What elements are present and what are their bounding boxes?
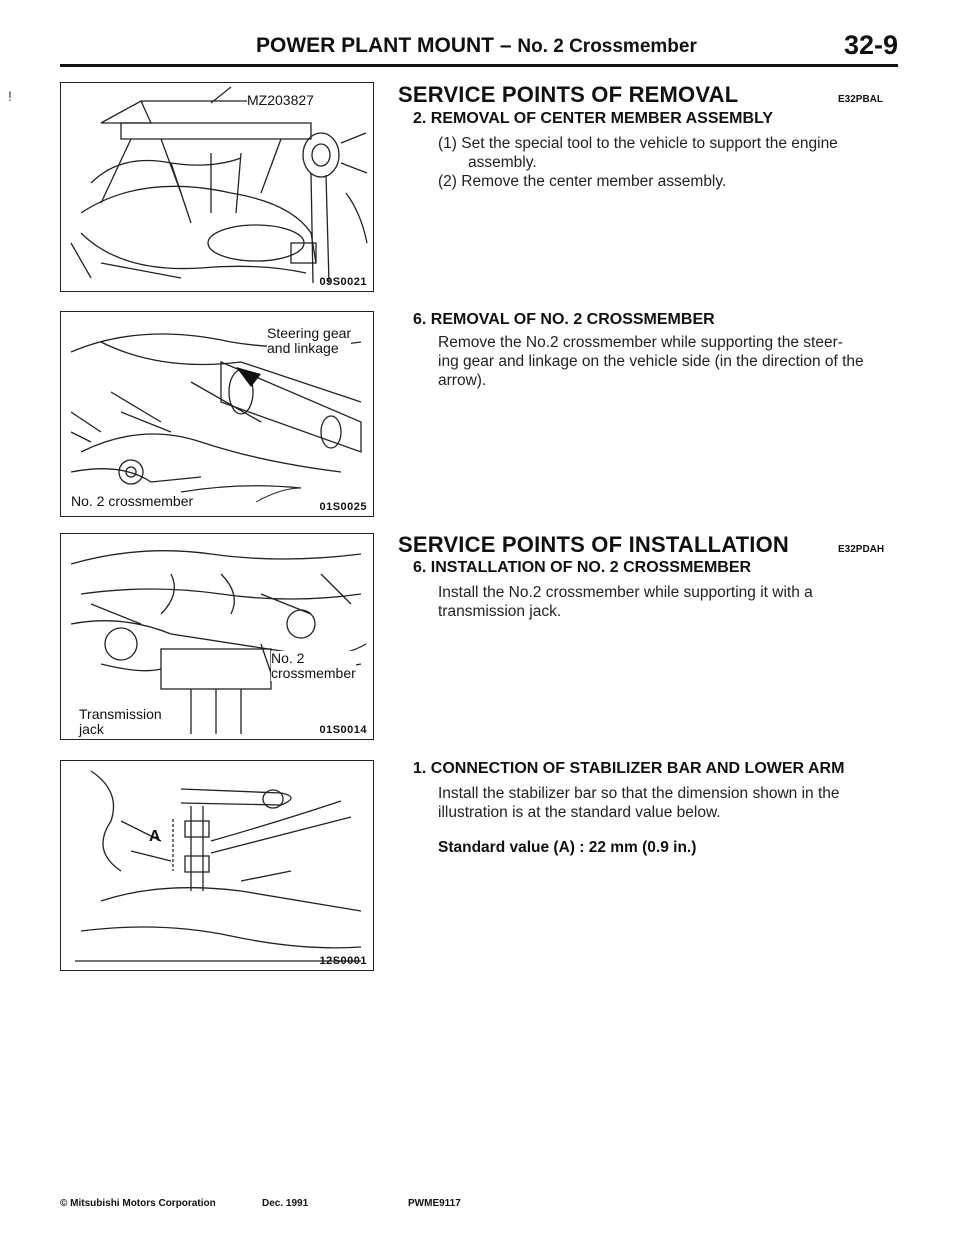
figure-code: 12S0001: [319, 955, 367, 967]
item2-step1-a: (1) Set the special tool to the vehicle to support the engine: [438, 135, 838, 152]
dimension-a-label: A: [149, 828, 161, 845]
page-title: [256, 34, 697, 58]
installation-item6-title: 6. INSTALLATION OF NO. 2 CROSSMEMBER: [413, 559, 752, 576]
inst-item1-line1: Install the stabilizer bar so that the dimension shown in the: [438, 785, 840, 802]
figure-code: 01S0014: [319, 724, 367, 736]
steering-gear-label: [267, 326, 351, 356]
item6-line2: ing gear and linkage on the vehicle side (in the direction of the: [438, 353, 864, 370]
footer-doc-code: PWME9117: [408, 1198, 461, 1209]
title-main: POWER PLANT MOUNT –: [256, 34, 512, 57]
removal-heading: SERVICE POINTS OF REMOVAL: [398, 82, 739, 107]
installation-item1-body: [438, 784, 894, 822]
installation-item6-body: [438, 583, 894, 621]
stabilizer-bar-illustration: [61, 761, 373, 970]
removal-item6-title: 6. REMOVAL OF NO. 2 CROSSMEMBER: [413, 311, 715, 328]
title-sub: No. 2 Crossmember: [517, 36, 697, 57]
footer-copyright: © Mitsubishi Motors Corporation: [60, 1198, 216, 1209]
installation-code: E32PDAH: [838, 544, 885, 555]
removal-code: E32PBAL: [838, 94, 884, 105]
removal-item2-body: [438, 134, 894, 191]
item6-line1: Remove the No.2 crossmember while supporting the steer-: [438, 334, 843, 351]
page-number: 32-9: [843, 30, 898, 60]
figure-crossmember-installation: [60, 533, 374, 740]
item2-step2: (2) Remove the center member assembly.: [438, 173, 727, 190]
figure-code: 01S0025: [319, 501, 367, 513]
figure-engine-support: [60, 82, 374, 292]
installation-heading: SERVICE POINTS OF INSTALLATION: [398, 532, 790, 557]
steering-gear-line1: Steering gear: [267, 325, 352, 341]
steering-gear-line2: and linkage: [267, 340, 339, 356]
crossmember-label: No. 2 crossmember: [71, 493, 194, 509]
item2-step1-b: assembly.: [468, 154, 537, 171]
footer-date: Dec. 1991: [262, 1198, 309, 1209]
header-rule: [60, 64, 898, 67]
removal-item6-body: [438, 333, 894, 390]
no2-crossmember-label: [271, 651, 356, 681]
inst-item6-line1: Install the No.2 crossmember while supporting it with a: [438, 584, 813, 601]
page-header: [60, 30, 898, 66]
figure-code: 09S0021: [319, 276, 367, 288]
inst-item6-line2: transmission jack.: [438, 603, 562, 620]
standard-value: Standard value (A) : 22 mm (0.9 in.): [438, 839, 697, 856]
figure-crossmember-removal: [60, 311, 374, 517]
item6-line3: arrow).: [438, 372, 487, 389]
no2-line1: No. 2: [271, 650, 305, 666]
transmission-jack-label: [79, 707, 162, 737]
engine-support-illustration: [61, 83, 373, 291]
no2-line2: crossmember: [271, 665, 356, 681]
tool-label: MZ203827: [247, 92, 314, 108]
margin-mark: !: [8, 88, 12, 104]
jack-line1: Transmission: [79, 706, 162, 722]
removal-item2-title: 2. REMOVAL OF CENTER MEMBER ASSEMBLY: [413, 110, 774, 127]
figure-stabilizer-bar: [60, 760, 374, 971]
jack-line2: jack: [79, 721, 104, 737]
inst-item1-line2: illustration is at the standard value below.: [438, 804, 721, 821]
installation-item1-title: 1. CONNECTION OF STABILIZER BAR AND LOWER ARM: [413, 760, 845, 777]
